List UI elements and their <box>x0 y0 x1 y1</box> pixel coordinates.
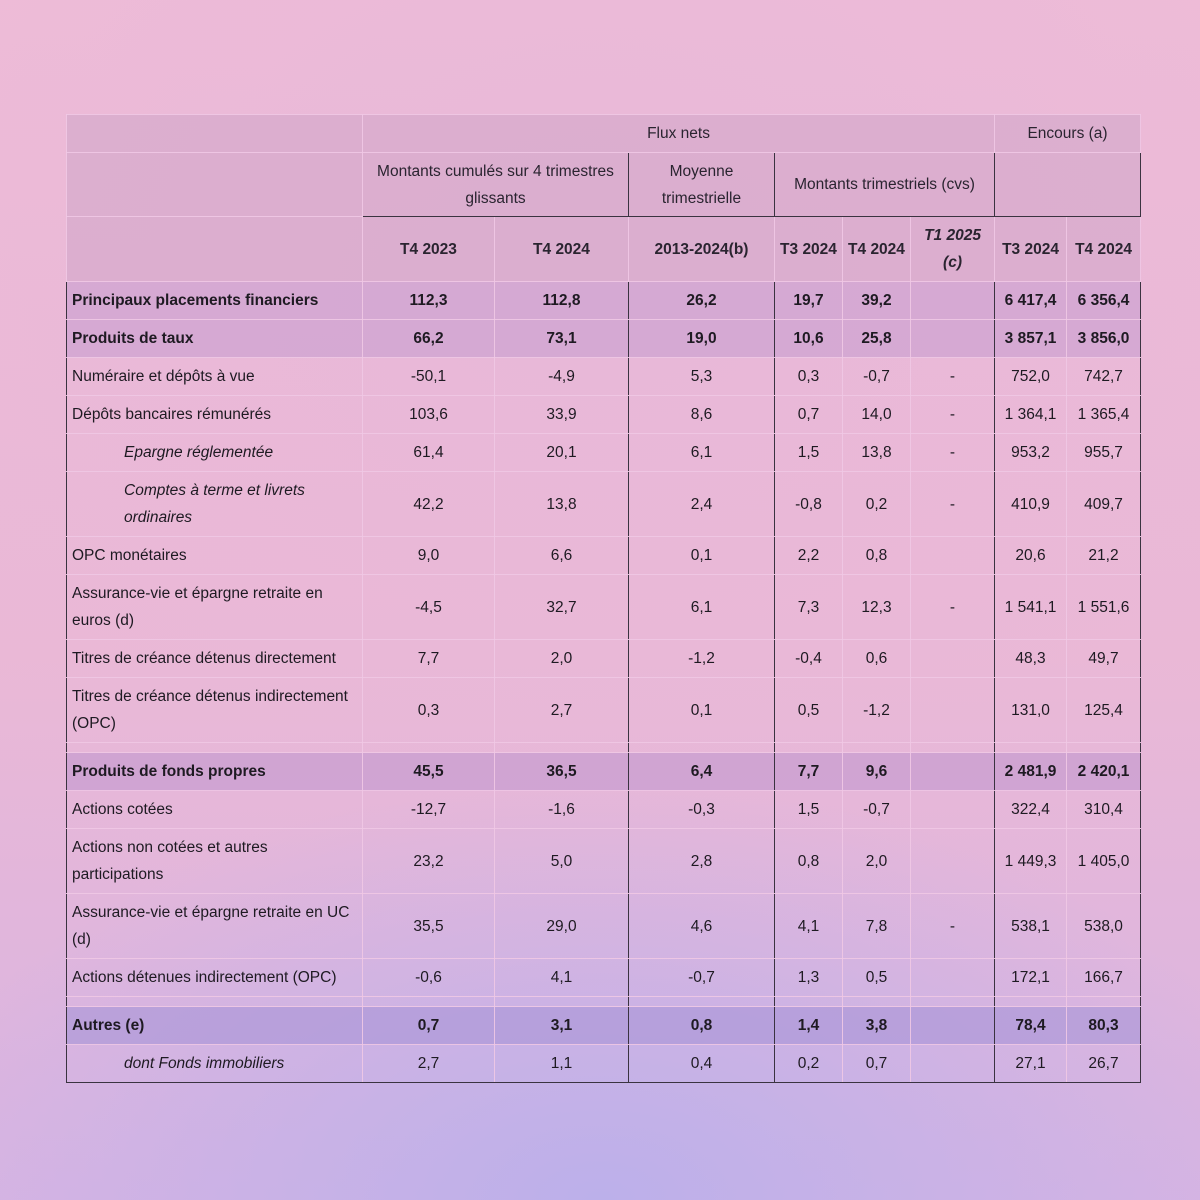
cell-value: 5,0 <box>495 829 629 894</box>
cell-value: 1,5 <box>775 434 843 472</box>
financial-flows-table <box>66 114 1141 1083</box>
cell-value: 0,7 <box>775 396 843 434</box>
cell-value: 0,8 <box>843 537 911 575</box>
cell-value <box>911 1007 995 1045</box>
cell-value: 14,0 <box>843 396 911 434</box>
col-header: T4 2024 <box>843 217 911 282</box>
cell-value: 172,1 <box>995 959 1067 997</box>
cell-value: 33,9 <box>495 396 629 434</box>
cell-value: 0,3 <box>363 678 495 743</box>
cell-value: 21,2 <box>1067 537 1141 575</box>
cell-value: 6,6 <box>495 537 629 575</box>
cell-value: 1 405,0 <box>1067 829 1141 894</box>
row-label: Comptes à terme et livrets ordinaires <box>67 472 363 537</box>
cell-value: 1 551,6 <box>1067 575 1141 640</box>
row-label: Assurance-vie et épargne retraite en euros (d) <box>67 575 363 640</box>
cell-value: 0,8 <box>629 1007 775 1045</box>
col-header: T3 2024 <box>995 217 1067 282</box>
cell-value: -4,9 <box>495 358 629 396</box>
row-label: Dépôts bancaires rémunérés <box>67 396 363 434</box>
cell-value: 4,1 <box>495 959 629 997</box>
table-row <box>67 358 1141 396</box>
cell-value: 953,2 <box>995 434 1067 472</box>
cell-value: 13,8 <box>495 472 629 537</box>
cell-value: 0,8 <box>775 829 843 894</box>
cell-value: 13,8 <box>843 434 911 472</box>
cell-value: 752,0 <box>995 358 1067 396</box>
header-moyenne: Moyenne trimestrielle <box>629 153 775 217</box>
cell-value: 2,7 <box>495 678 629 743</box>
table-row <box>67 1007 1141 1045</box>
cell-value: 538,0 <box>1067 894 1141 959</box>
header-flux-nets: Flux nets <box>363 115 995 153</box>
row-label: Epargne réglementée <box>67 434 363 472</box>
col-header: T1 2025 (c) <box>911 217 995 282</box>
cell-value: 3,1 <box>495 1007 629 1045</box>
cell-value: -0,6 <box>363 959 495 997</box>
table-row <box>67 396 1141 434</box>
cell-value: 49,7 <box>1067 640 1141 678</box>
cell-value: 19,0 <box>629 320 775 358</box>
table-row <box>67 894 1141 959</box>
cell-value: 26,7 <box>1067 1045 1141 1083</box>
cell-value: 4,6 <box>629 894 775 959</box>
cell-value: 409,7 <box>1067 472 1141 537</box>
header-cumules: Montants cumulés sur 4 trimestres glissants <box>363 153 629 217</box>
cell-value: 9,6 <box>843 753 911 791</box>
table-row <box>67 1045 1141 1083</box>
cell-value: 410,9 <box>995 472 1067 537</box>
row-label: Titres de créance détenus directement <box>67 640 363 678</box>
cell-value: 66,2 <box>363 320 495 358</box>
cell-value: 9,0 <box>363 537 495 575</box>
cell-value: 7,8 <box>843 894 911 959</box>
cell-value: 78,4 <box>995 1007 1067 1045</box>
cell-value: 20,1 <box>495 434 629 472</box>
table-row <box>67 640 1141 678</box>
header-corner <box>67 153 363 217</box>
row-label: Actions détenues indirectement (OPC) <box>67 959 363 997</box>
header-corner <box>67 115 363 153</box>
cell-value <box>911 753 995 791</box>
table-row <box>67 282 1141 320</box>
cell-value: 1,3 <box>775 959 843 997</box>
cell-value: 1 365,4 <box>1067 396 1141 434</box>
cell-value: 0,7 <box>363 1007 495 1045</box>
cell-value: 39,2 <box>843 282 911 320</box>
cell-value: 0,2 <box>843 472 911 537</box>
cell-value: 19,7 <box>775 282 843 320</box>
cell-value: 2,4 <box>629 472 775 537</box>
cell-value: 12,3 <box>843 575 911 640</box>
col-header: 2013-2024(b) <box>629 217 775 282</box>
cell-value: 36,5 <box>495 753 629 791</box>
cell-value: 0,7 <box>843 1045 911 1083</box>
cell-value: 2,7 <box>363 1045 495 1083</box>
row-label: Numéraire et dépôts à vue <box>67 358 363 396</box>
cell-value: - <box>911 434 995 472</box>
cell-value: - <box>911 472 995 537</box>
cell-value: 538,1 <box>995 894 1067 959</box>
cell-value: 1 449,3 <box>995 829 1067 894</box>
cell-value: 7,3 <box>775 575 843 640</box>
cell-value: 131,0 <box>995 678 1067 743</box>
cell-value: -12,7 <box>363 791 495 829</box>
cell-value: 5,3 <box>629 358 775 396</box>
cell-value: 6 417,4 <box>995 282 1067 320</box>
table-row <box>67 753 1141 791</box>
cell-value <box>911 1045 995 1083</box>
cell-value: 48,3 <box>995 640 1067 678</box>
cell-value: 742,7 <box>1067 358 1141 396</box>
col-header: T4 2023 <box>363 217 495 282</box>
cell-value: 2,2 <box>775 537 843 575</box>
col-header: T4 2024 <box>1067 217 1141 282</box>
cell-value: -0,7 <box>843 358 911 396</box>
cell-value: 0,3 <box>775 358 843 396</box>
row-label: dont Fonds immobiliers <box>67 1045 363 1083</box>
row-label: Produits de taux <box>67 320 363 358</box>
cell-value: 310,4 <box>1067 791 1141 829</box>
cell-value: -4,5 <box>363 575 495 640</box>
cell-value: 2,0 <box>843 829 911 894</box>
cell-value: 103,6 <box>363 396 495 434</box>
cell-value: 3,8 <box>843 1007 911 1045</box>
cell-value: 1,4 <box>775 1007 843 1045</box>
cell-value: -50,1 <box>363 358 495 396</box>
cell-value: 1 364,1 <box>995 396 1067 434</box>
cell-value: 29,0 <box>495 894 629 959</box>
cell-value <box>911 791 995 829</box>
table-row <box>67 320 1141 358</box>
cell-value: - <box>911 894 995 959</box>
cell-value: 23,2 <box>363 829 495 894</box>
cell-value: 6 356,4 <box>1067 282 1141 320</box>
cell-value: 7,7 <box>363 640 495 678</box>
table-row <box>67 434 1141 472</box>
cell-value: 322,4 <box>995 791 1067 829</box>
table-row <box>67 472 1141 537</box>
cell-value: 2 420,1 <box>1067 753 1141 791</box>
cell-value: 26,2 <box>629 282 775 320</box>
row-label: Actions non cotées et autres participations <box>67 829 363 894</box>
cell-value: 0,4 <box>629 1045 775 1083</box>
row-label: Assurance-vie et épargne retraite en UC (d) <box>67 894 363 959</box>
cell-value: 2 481,9 <box>995 753 1067 791</box>
table-row <box>67 575 1141 640</box>
cell-value: -1,2 <box>843 678 911 743</box>
cell-value: - <box>911 358 995 396</box>
cell-value: -0,8 <box>775 472 843 537</box>
cell-value: - <box>911 575 995 640</box>
cell-value: 0,1 <box>629 678 775 743</box>
cell-value: 6,4 <box>629 753 775 791</box>
table-row <box>67 537 1141 575</box>
cell-value <box>911 282 995 320</box>
cell-value: 80,3 <box>1067 1007 1141 1045</box>
cell-value: 3 857,1 <box>995 320 1067 358</box>
cell-value: -0,7 <box>629 959 775 997</box>
cell-value: 6,1 <box>629 434 775 472</box>
cell-value: -0,4 <box>775 640 843 678</box>
cell-value: 1 541,1 <box>995 575 1067 640</box>
cell-value: 2,8 <box>629 829 775 894</box>
table-row <box>67 678 1141 743</box>
cell-value: 955,7 <box>1067 434 1141 472</box>
row-label: OPC monétaires <box>67 537 363 575</box>
cell-value: 3 856,0 <box>1067 320 1141 358</box>
cell-value: 7,7 <box>775 753 843 791</box>
cell-value: 0,6 <box>843 640 911 678</box>
row-label: Titres de créance détenus indirectement (OPC) <box>67 678 363 743</box>
col-header: T4 2024 <box>495 217 629 282</box>
cell-value: 0,5 <box>843 959 911 997</box>
cell-value: 61,4 <box>363 434 495 472</box>
cell-value <box>911 678 995 743</box>
cell-value: 73,1 <box>495 320 629 358</box>
table-row <box>67 791 1141 829</box>
header-corner <box>67 217 363 282</box>
row-label: Autres (e) <box>67 1007 363 1045</box>
cell-value <box>911 829 995 894</box>
cell-value: -0,3 <box>629 791 775 829</box>
header-encours-sub <box>995 153 1141 217</box>
table-row <box>67 959 1141 997</box>
cell-value: 8,6 <box>629 396 775 434</box>
cell-value: 0,5 <box>775 678 843 743</box>
cell-value: 45,5 <box>363 753 495 791</box>
table-row <box>67 829 1141 894</box>
cell-value <box>911 640 995 678</box>
cell-value: 10,6 <box>775 320 843 358</box>
cell-value: 112,8 <box>495 282 629 320</box>
cell-value: 20,6 <box>995 537 1067 575</box>
cell-value <box>911 537 995 575</box>
cell-value: 0,1 <box>629 537 775 575</box>
spacer-row <box>67 743 1141 753</box>
cell-value: 25,8 <box>843 320 911 358</box>
cell-value: 42,2 <box>363 472 495 537</box>
header-trimestriels: Montants trimestriels (cvs) <box>775 153 995 217</box>
cell-value <box>911 320 995 358</box>
row-label: Actions cotées <box>67 791 363 829</box>
cell-value: 2,0 <box>495 640 629 678</box>
cell-value: 27,1 <box>995 1045 1067 1083</box>
cell-value: 35,5 <box>363 894 495 959</box>
cell-value: 166,7 <box>1067 959 1141 997</box>
cell-value: -0,7 <box>843 791 911 829</box>
cell-value: 6,1 <box>629 575 775 640</box>
cell-value: 125,4 <box>1067 678 1141 743</box>
row-label: Principaux placements financiers <box>67 282 363 320</box>
cell-value: 32,7 <box>495 575 629 640</box>
row-label: Produits de fonds propres <box>67 753 363 791</box>
col-header: T3 2024 <box>775 217 843 282</box>
cell-value <box>911 959 995 997</box>
cell-value: -1,2 <box>629 640 775 678</box>
cell-value: 4,1 <box>775 894 843 959</box>
cell-value: 1,5 <box>775 791 843 829</box>
cell-value: - <box>911 396 995 434</box>
spacer-row <box>67 997 1141 1007</box>
cell-value: 1,1 <box>495 1045 629 1083</box>
cell-value: 0,2 <box>775 1045 843 1083</box>
cell-value: -1,6 <box>495 791 629 829</box>
header-encours: Encours (a) <box>995 115 1141 153</box>
cell-value: 112,3 <box>363 282 495 320</box>
